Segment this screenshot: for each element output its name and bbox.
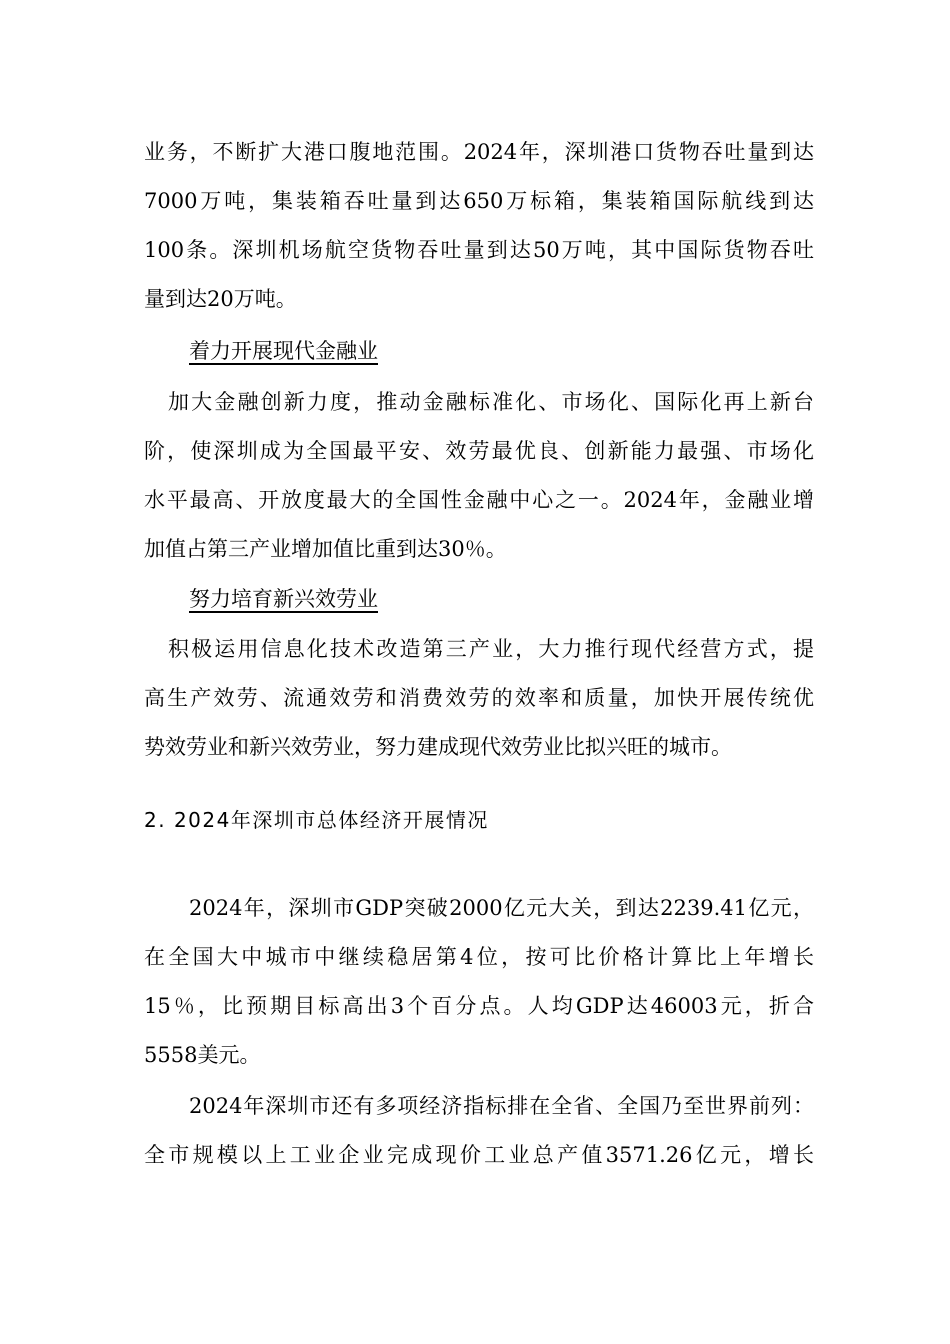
subheading-finance: 着力开展现代金融业 xyxy=(189,339,378,363)
paragraph-line: 7000万吨，集装箱吞吐量到达650万标箱，集装箱国际航线到达 xyxy=(144,189,814,213)
paragraph-line: 量到达20万吨。 xyxy=(144,287,297,311)
subheading-services: 努力培育新兴效劳业 xyxy=(189,587,378,611)
paragraph-line: 业务，不断扩大港口腹地范围。2024年，深圳港口货物吞吐量到达 xyxy=(144,140,814,164)
paragraph-line: 势效劳业和新兴效劳业，努力建成现代效劳业比拟兴旺的城市。 xyxy=(144,735,732,759)
paragraph-line: 加大金融创新力度，推动金融标准化、市场化、国际化再上新台 xyxy=(168,390,814,414)
paragraph-line: 2024年，深圳市GDP突破2000亿元大关，到达2239.41亿元， xyxy=(189,896,814,920)
paragraph-line: 全市规模以上工业企业完成现价工业总产值3571.26亿元，增长 xyxy=(144,1143,814,1167)
section-title: 2. 2024年深圳市总体经济开展情况 xyxy=(144,808,489,832)
paragraph-line: 积极运用信息化技术改造第三产业，大力推行现代经营方式，提 xyxy=(168,637,814,661)
paragraph-line: 15％，比预期目标高出3个百分点。人均GDP达46003元，折合 xyxy=(144,994,814,1018)
paragraph-line: 在全国大中城市中继续稳居第4位，按可比价格计算比上年增长 xyxy=(144,945,814,969)
paragraph-line: 高生产效劳、流通效劳和消费效劳的效率和质量，加快开展传统优 xyxy=(144,686,814,710)
paragraph-line: 水平最高、开放度最大的全国性金融中心之一。2024年，金融业增 xyxy=(144,488,814,512)
paragraph-line: 加值占第三产业增加值比重到达30％。 xyxy=(144,537,507,561)
paragraph-line: 阶，使深圳成为全国最平安、效劳最优良、创新能力最强、市场化 xyxy=(144,439,814,463)
paragraph-line: 5558美元。 xyxy=(144,1043,261,1067)
paragraph-line: 2024年深圳市还有多项经济指标排在全省、全国乃至世界前列： xyxy=(189,1094,814,1118)
paragraph-line: 100条。深圳机场航空货物吞吐量到达50万吨，其中国际货物吞吐 xyxy=(144,238,814,262)
